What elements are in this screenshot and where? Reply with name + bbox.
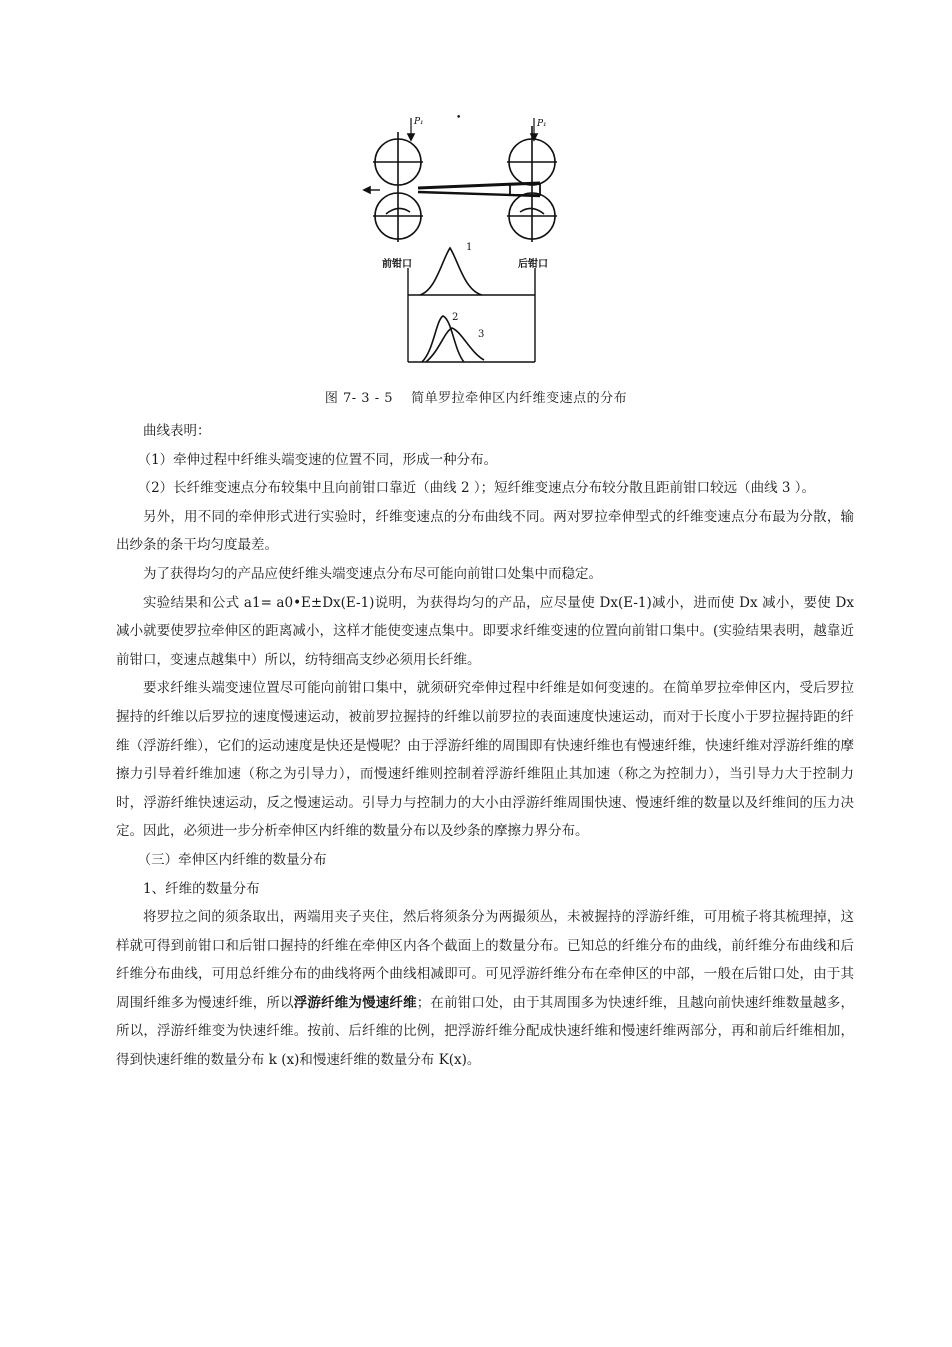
label-p1-left: P₁ xyxy=(414,117,424,127)
paragraph-fiber-speed: 要求纤维头端变速位置尽可能向前钳口集中，就须研究牵伸过程中纤维是如何变速的。在简单罗拉牵伸区内，受后罗拉握持的纤维以后罗拉的速度慢速运动，被前罗拉握持的纤维以前罗拉的表面速度快速运动，而对于长度小于罗拉握持距的纤维（浮游纤维），它们的运动速度是快还是慢呢？由于浮游纤维的周围即有快速纤维也有慢速纤维，快速纤维对浮游纤维的摩擦力引导着纤维加速（称之为引导力），而慢速纤维则控制着浮游纤维阻止其加速（称之为控制力），当引导力大于控制力时，浮游纤维快速运动，反之慢速运动。引导力与控制力的大小由浮游纤维周围快速、慢速纤维的数量以及纤维间的压力决定。因此，必须进一步分析牵伸区内纤维的数量分布以及纱条的摩擦力界分布。 xyxy=(116,680,854,840)
curve2-label: 2 xyxy=(452,312,459,323)
dot-marker: • xyxy=(456,113,462,123)
section-heading: （三）牵伸区内纤维的数量分布 xyxy=(137,851,327,868)
curve3-label: 3 xyxy=(478,329,485,340)
paragraph-draft-forms: 另外，用不同的牵伸形式进行实验时，纤维变速点的分布曲线不同。两对罗拉牵伸型式的纤维变速点分布最为分散，输出纱条的条干均匀度最差。 xyxy=(116,508,854,554)
front-nip-label: 前钳口 xyxy=(382,259,412,270)
paragraph-item-1: （1）牵伸过程中纤维头端变速的位置不同，形成一种分布。 xyxy=(137,451,498,468)
paragraph-text-b: ；在前钳口处，由于其周围多为快速纤维，且越向前快速纤维数量越多，所以，浮游纤维变为快速纤维。按前、后纤维的比例，把浮游纤维分配成快速纤维和慢速纤维两部分，再和前后纤维相加，得到快速纤维的数量分布 k (x)和慢速纤维的数量分布 K(x)。 xyxy=(116,994,855,1069)
paragraph-formula: 实验结果和公式 a1= a0•E±Dx(E-1)说明，为获得均匀的产品，应尽量使 Dx(E-1)减小，进而使 Dx 减小，要使 Dx 减小就要使罗拉牵伸区的距离减小，这样才能使变速点集中。即要求纤维变速的位置向前钳口集中。(实验结果表明，越靠近前钳口，变速点越集中）所以，纺特细高支纱必须用长纤维。 xyxy=(116,594,854,668)
back-nip-label: 后钳口 xyxy=(518,259,548,270)
subsection-heading: 1、纤维的数量分布 xyxy=(143,880,260,897)
curve1-label: 1 xyxy=(466,242,473,253)
figure-caption: 图 7- 3 - 5 简单罗拉牵伸区内纤维变速点的分布 xyxy=(324,391,628,406)
curve-1 xyxy=(420,248,482,295)
paragraph-item-2: （2）长纤维变速点分布较集中且向前钳口靠近（曲线 2 ）；短纤维变速点分布较分散且距前钳口较远（曲线 3 ）。 xyxy=(137,480,816,497)
roller-drafting-figure xyxy=(360,108,560,368)
emphasis-text: 浮游纤维为慢速纤维 xyxy=(293,994,417,1011)
body-text xyxy=(116,417,854,1075)
paragraph-quantity-distribution xyxy=(116,903,854,1075)
paragraph-curve-note: 曲线表明： xyxy=(143,423,211,439)
paragraph-text-a: 将罗拉之间的须条取出，两端用夹子夹住，然后将须条分为两撮须丛，未被握持的浮游纤维，可用梳子将其梳理掉，这样就可得到前钳口和后钳口握持的纤维在牵伸区内各个截面上的数量分布。已知总的纤维分布的曲线，前纤维分布曲线和后纤维分布曲线，可用总纤维分布的曲线将两个曲线相减即可。可见浮游纤维分布在牵伸区的中部，一般在后钳口处，由于其周围纤维多为慢速纤维，所以 xyxy=(116,909,854,1011)
label-p1-right: P₁ xyxy=(537,119,547,129)
paragraph-uniform-product: 为了获得均匀的产品应使纤维头端变速点分布尽可能向前钳口处集中而稳定。 xyxy=(143,565,602,582)
